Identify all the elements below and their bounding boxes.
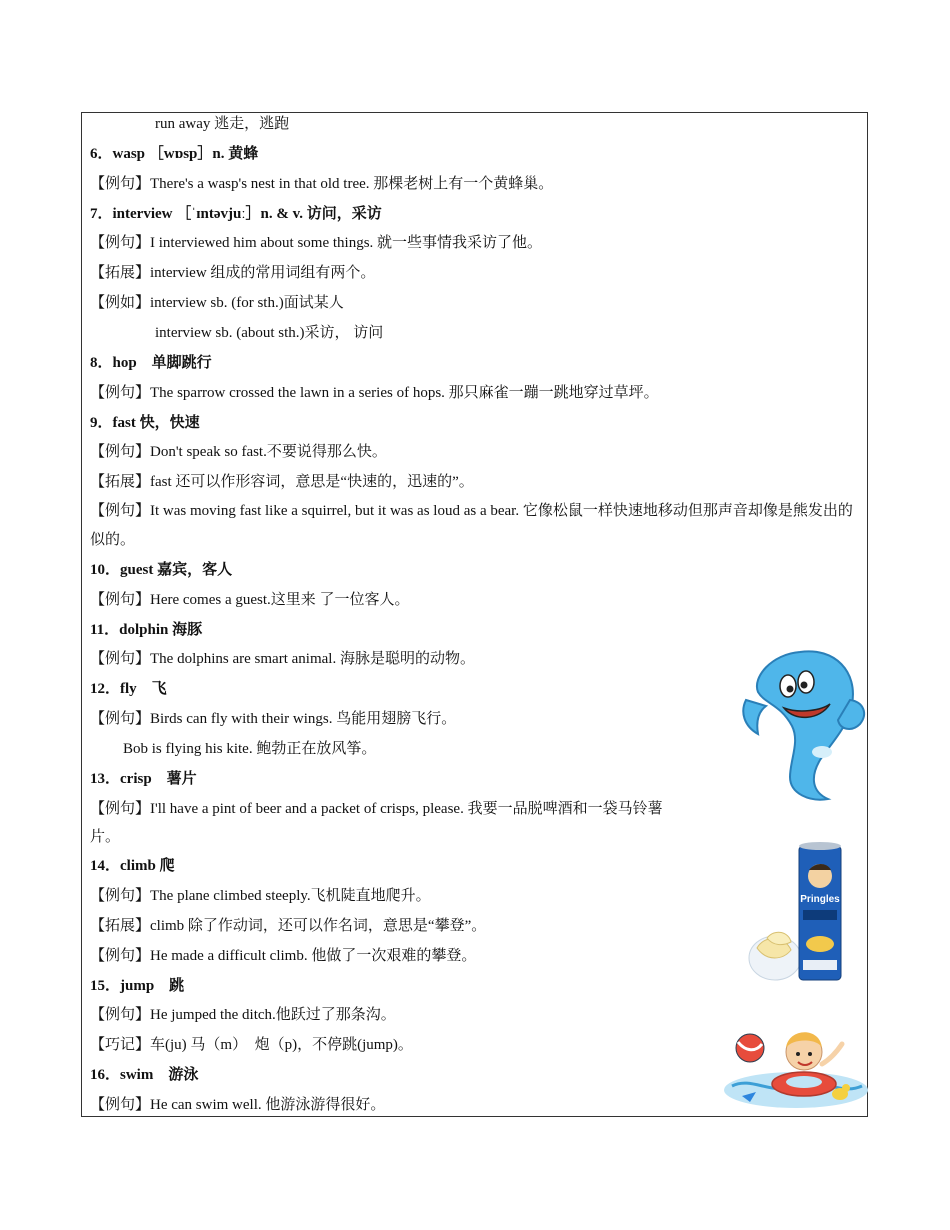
example-line: 【例句】He can swim well. 他游泳游得很好。 — [90, 1097, 386, 1113]
pringles-image — [745, 840, 870, 990]
mnemonic-line: 【巧记】车(ju) 马（m） 炮（p)，不停跳(jump)。 — [90, 1037, 413, 1053]
example-line: 【例句】I interviewed him about some things. 就一些事情我采访了他。 — [90, 235, 543, 251]
example-line: 【例句】He jumped the ditch.他跃过了那条沟。 — [90, 1007, 396, 1023]
example-line: 【例句】The plane climbed steeply.飞机陡直地爬升。 — [90, 888, 431, 904]
dolphin-image — [740, 642, 870, 802]
vocab-heading: 12．fly 飞 — [90, 681, 167, 697]
example-line: 【例句】There's a wasp's nest in that old tree. 那棵老树上有一个黄蜂巢。 — [90, 176, 554, 192]
extension-line: 【拓展】fast 还可以作形容词，意思是“快速的，迅速的”。 — [90, 474, 474, 490]
example-line: 【例句】Here comes a guest.这里来 了一位客人。 — [90, 592, 410, 608]
extension-line: 【拓展】interview 组成的常用词组有两个。 — [90, 265, 376, 281]
example-line: 【例句】The sparrow crossed the lawn in a series of hops. 那只麻雀一蹦一跳地穿过草坪。 — [90, 385, 659, 401]
vocab-heading: 14．climb 爬 — [90, 858, 175, 874]
swimmer-image — [722, 1008, 870, 1114]
vocab-heading: 10．guest 嘉宾，客人 — [90, 562, 233, 578]
example-line: 【例句】Don't speak so fast.不要说得那么快。 — [90, 444, 387, 460]
vocab-heading: 9．fast 快，快速 — [90, 415, 200, 431]
vocab-heading: 7．interview ［ˈɪntəvjuː］n. & v. 访问，采访 — [90, 206, 382, 222]
example-line: 【例句】It was moving fast like a squirrel, but it was as loud as a bear. 它像松鼠一样快速地移动但那声音却像是熊发出的似的。 — [90, 503, 853, 548]
text-line: run away 逃走，逃跑 — [155, 116, 290, 132]
extension-line: 【拓展】climb 除了作动词，还可以作名词，意思是“攀登”。 — [90, 918, 487, 934]
example-line: 【例句】I'll have a pint of beer and a packet of crisps, please. 我要一品脱啤酒和一袋马铃薯 — [90, 801, 663, 817]
vocab-heading: 16．swim 游泳 — [90, 1067, 199, 1083]
text-line: 片。 — [90, 829, 121, 845]
vocab-heading: 13．crisp 薯片 — [90, 771, 197, 787]
vocab-heading: 6．wasp ［wɒsp］n. 黄蜂 — [90, 146, 259, 162]
example-line: 【例如】interview sb. (for sth.)面试某人 — [90, 295, 344, 311]
vocab-heading: 15．jump 跳 — [90, 978, 185, 994]
text-line: Bob is flying his kite. 鲍勃正在放风筝。 — [123, 741, 377, 757]
vocab-heading: 11．dolphin 海豚 — [90, 622, 203, 638]
text-line: interview sb. (about sth.)采访， 访问 — [155, 325, 384, 341]
example-line: 【例句】The dolphins are smart animal. 海脉是聪明的动物。 — [90, 651, 475, 667]
vocab-heading: 8．hop 单脚跳行 — [90, 355, 212, 371]
example-line: 【例句】Birds can fly with their wings. 鸟能用翅膀飞行。 — [90, 711, 457, 727]
example-line: 【例句】He made a difficult climb. 他做了一次艰难的攀登。 — [90, 948, 477, 964]
pringles-logo-text: Pringles — [800, 894, 840, 905]
